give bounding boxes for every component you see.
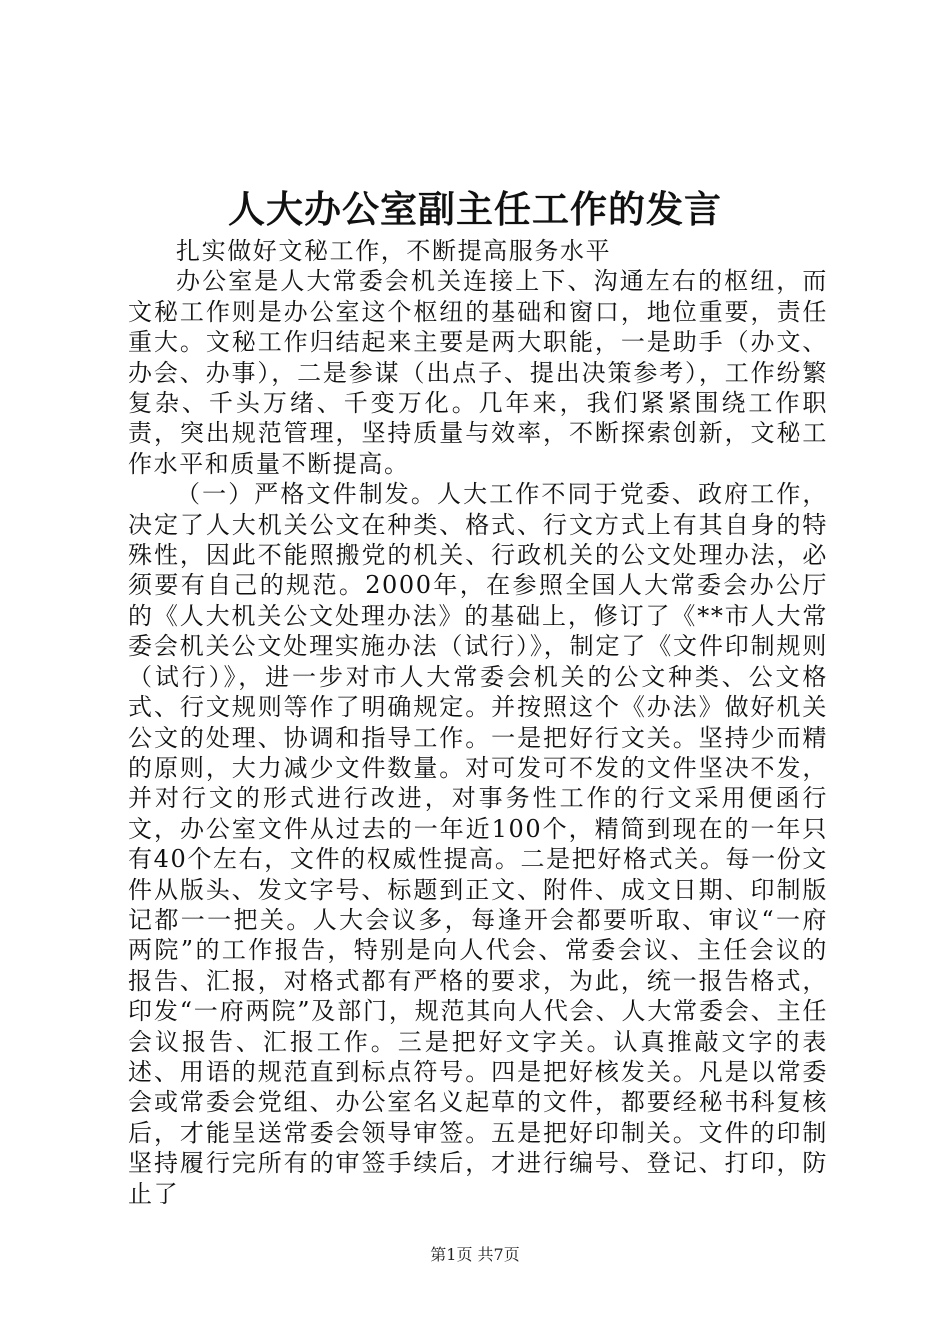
paragraph-section-1: （一）严格文件制发。人大工作不同于党委、政府工作，决定了人大机关公文在种类、格式、行文方式上有其自身的特殊性，因此不能照搬党的机关、行政机关的公文处理办法，必须要有自己的规范。2000年，在参照全国人大常委会办公厅的《人大机关公文处理办法》的基础上，修订了《**市人大常委会机关公文处理实施办法（试行）》，制定了《文件印制规则（试行）》，进一步对市人大常委会机关的公文种类、公文格式、行文规则等作了明确规定。并按照这个《办法》做好机关公文的处理、协调和指导工作。一是把好行文关。坚持少而精的原则，大力减少文件数量。对可发可不发的文件坚决不发，并对行文的形式进行改进，对事务性工作的行文采用便函行文，办公室文件从过去的一年近100个，精简到现在的一年只有40个左右，文件的权威性提高。二是把好格式关。每一份文件从版头、发文字号、标题到正文、附件、成文日期、印制版记都一一把关。人大会议多，每逢开会都要听取、审议“一府两院”的工作报告，特别是向人代会、常委会议、主任会议的报告、汇报，对格式都有严格的要求，为此，统一报告格式，印发“一府两院”及部门，规范其向人代会、人大常委会、主任会议报告、汇报工作。三是把好文字关。认真推敲文字的表述、用语的规范直到标点符号。四是把好核发关。凡是以常委会或常委会党组、办公室名义起草的文件，都要经秘书科复核后，才能呈送常委会领导审签。五是把好印制关。文件的印制坚持履行完所有的审签手续后，才进行编号、登记、打印，防止了 (128, 480, 828, 1208)
page-footer: 第1页 共7页 (430, 1245, 520, 1264)
document-subtitle: 扎实做好文秘工作，不断提高服务水平 (176, 237, 612, 265)
document-title: 人大办公室副主任工作的发言 (228, 187, 722, 231)
paragraph-intro: 办公室是人大常委会机关连接上下、沟通左右的枢纽，而文秘工作则是办公室这个枢纽的基础和窗口，地位重要，责任重大。文秘工作归结起来主要是两大职能，一是助手（办文、办会、办事），二是参谋（出点子、提出决策参考），工作纷繁复杂、千头万绪、千变万化。几年来，我们紧紧围绕工作职责，突出规范管理，坚持质量与效率，不断探索创新，文秘工作水平和质量不断提高。 (128, 267, 828, 478)
document-body (128, 236, 828, 1209)
